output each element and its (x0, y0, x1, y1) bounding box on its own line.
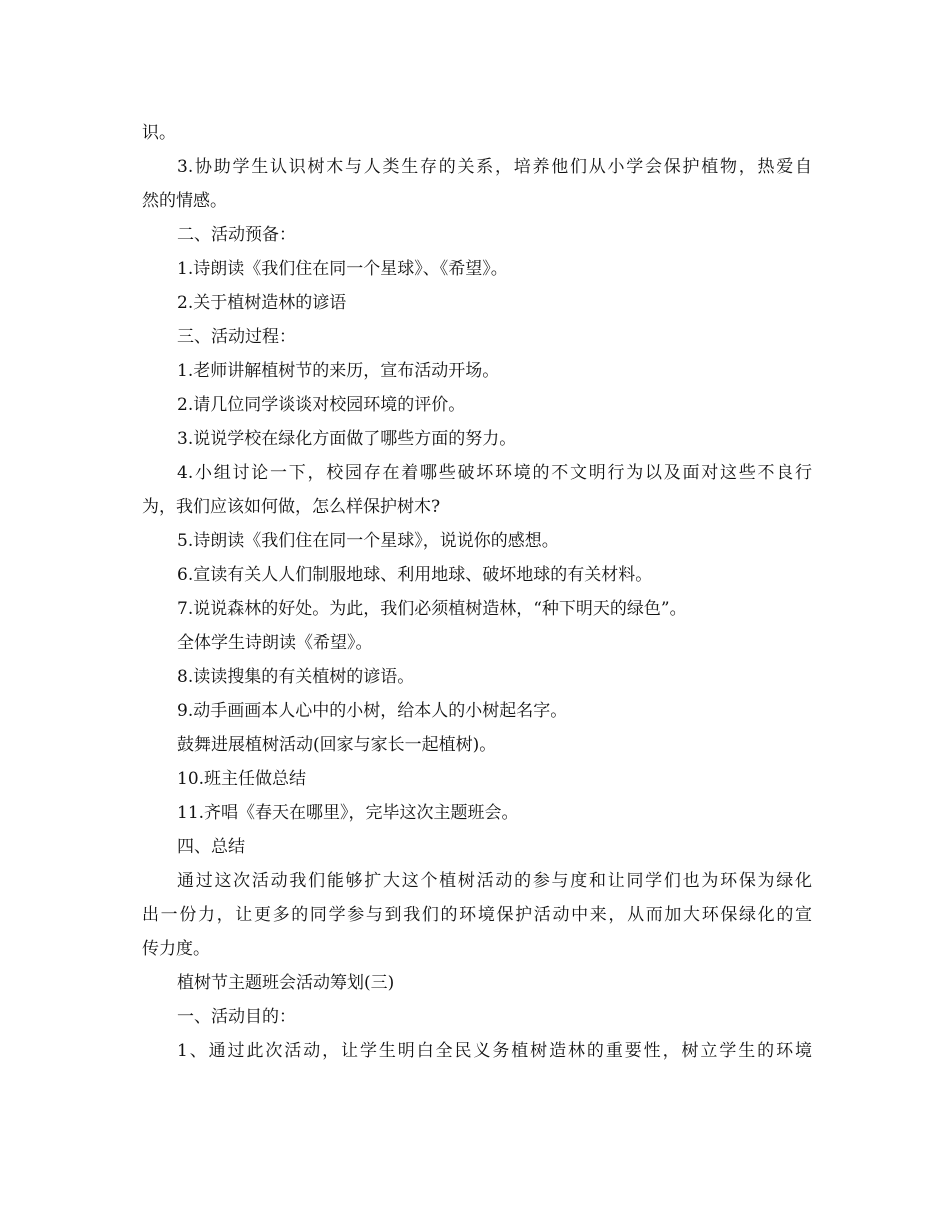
text-line-14: 6.宣读有关人人们制服地球、利用地球、破坏地球的有关材料。 (177, 565, 653, 585)
text-line-24: 出一份力，让更多的同学参与到我们的环境保护活动中来，从而加大环保绿化的宣 (142, 905, 812, 925)
text-line-20: 10.班主任做总结 (177, 769, 307, 789)
text-line-11: 4.小组讨论一下，校园存在着哪些破坏环境的不文明行为以及面对这些不良行 (177, 463, 812, 483)
text-line-17: 8.读读搜集的有关植树的谚语。 (177, 667, 415, 687)
text-line-13: 5.诗朗读《我们住在同一个星球》，说说你的感想。 (177, 531, 559, 551)
text-line-6: 2.关于植树造林的谚语 (177, 293, 347, 313)
text-line-1: 识。 (142, 123, 176, 143)
text-line-23: 通过这次活动我们能够扩大这个植树活动的参与度和让同学们也为环保为绿化 (177, 871, 812, 891)
text-line-2: 3.协助学生认识树木与人类生存的关系，培养他们从小学会保护植物，热爱自 (177, 157, 812, 177)
text-line-3: 然的情感。 (142, 191, 227, 211)
text-line-18: 9.动手画画本人心中的小树，给本人的小树起名字。 (177, 701, 568, 721)
section-heading-process: 三、活动过程： (177, 327, 296, 347)
text-line-16: 全体学生诗朗读《希望》。 (177, 633, 373, 653)
document-body (142, 116, 812, 1068)
text-line-28: 1、通过此次活动，让学生明白全民义务植树造林的重要性，树立学生的环境 (177, 1041, 812, 1061)
text-line-19: 鼓舞进展植树活动(回家与家长一起植树)。 (177, 735, 497, 755)
text-line-9: 2.请几位同学谈谈对校园环境的评价。 (177, 395, 466, 415)
plan-title-three: 植树节主题班会活动筹划(三) (177, 973, 395, 993)
text-line-21: 11.齐唱《春天在哪里》，完毕这次主题班会。 (177, 803, 519, 823)
text-line-8: 1.老师讲解植树节的来历，宣布活动开场。 (177, 361, 500, 381)
text-line-10: 3.说说学校在绿化方面做了哪些方面的努力。 (177, 429, 517, 449)
section-heading-purpose: 一、活动目的： (177, 1007, 296, 1027)
section-heading-preparation: 二、活动预备： (177, 225, 296, 245)
text-line-15: 7.说说森林的好处。为此，我们必须植树造林，“种下明天的绿色”。 (177, 599, 687, 619)
text-line-25: 传力度。 (142, 939, 210, 959)
section-heading-summary: 四、总结 (177, 837, 245, 857)
text-line-12: 为，我们应该如何做，怎么样保护树木? (142, 497, 441, 517)
text-line-5: 1.诗朗读《我们住在同一个星球》、《希望》。 (177, 259, 508, 279)
